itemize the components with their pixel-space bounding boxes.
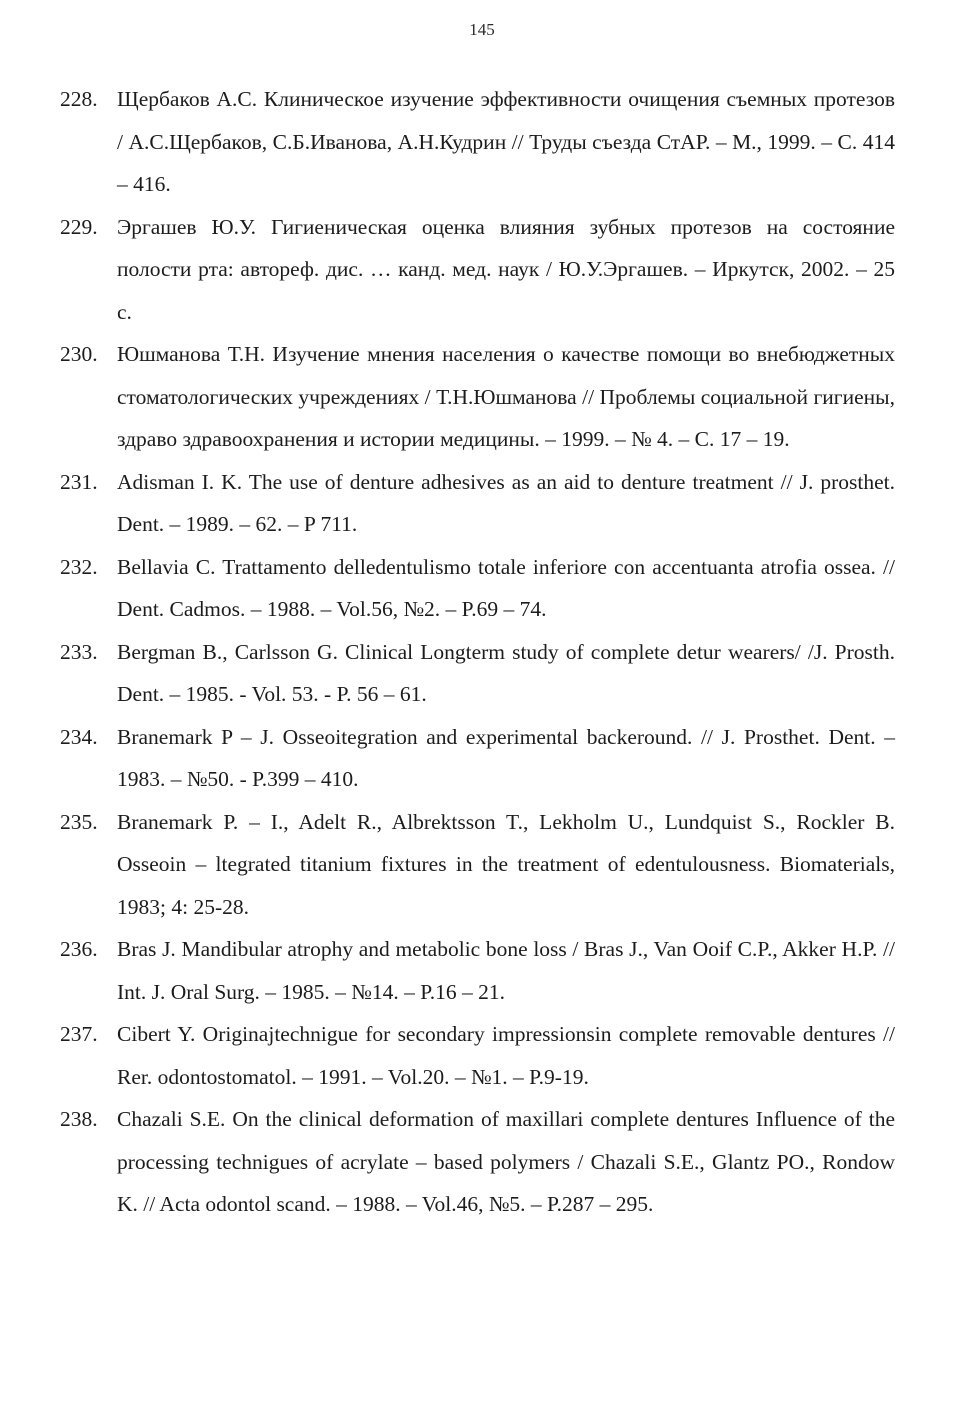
page-number: 145 xyxy=(469,20,495,39)
reference-text: Adisman I. K. The use of denture adhesives as an aid to denture treatment // J. prosthet. Dent. – 1989. – 62. – P 711. xyxy=(117,469,895,536)
reference-text: Bellavia C. Trattamento delledentulismo totale inferiore con accentuanta atrofia ossea. // Dent. Cadmos. – 1988. – Vol.56, №2. – P.69 – 74. xyxy=(117,554,895,621)
reference-number: 228. xyxy=(60,87,98,111)
reference-text: Branemark P. – I., Adelt R., Albrektsson T., Lekholm U., Lundquist S., Rockler B. Osseoin – ltegrated titanium fixtures in the treatment of edentulousness. Biomaterials, 1983; 4: 25-28. xyxy=(117,809,895,919)
reference-number: 234. xyxy=(60,724,98,749)
reference-item xyxy=(60,333,895,461)
reference-number: 233. xyxy=(60,639,98,664)
reference-text: Cibert Y. Originajtechnigue for secondary impressionsin complete removable dentures // Rer. odontostomatol. – 1991. – Vol.20. – №1. – P.9-19. xyxy=(117,1022,895,1089)
reference-item xyxy=(60,801,895,929)
reference-text: Юшманова Т.Н. Изучение мнения населения о качестве помощи во внебюджетных стоматологических учреждениях / Т.Н.Юшманова // Проблемы социальной гигиены, здраво здравоохранения и истории медицины. – 1999. – № 4. – С. 17 – 19. xyxy=(117,342,895,451)
reference-text: Branemark P – J. Osseoitegration and experimental backeround. // J. Prosthet. Dent. – 1983. – №50. - P.399 – 410. xyxy=(117,724,895,791)
reference-list xyxy=(0,78,964,1226)
reference-item xyxy=(60,546,895,631)
reference-number: 237. xyxy=(60,1022,98,1046)
reference-number: 235. xyxy=(60,809,98,834)
reference-number: 232. xyxy=(60,554,98,579)
reference-number: 236. xyxy=(60,937,98,961)
reference-item xyxy=(60,631,895,716)
reference-text: Эргашев Ю.У. Гигиеническая оценка влияния зубных протезов на состояние полости рта: автореф. дис. … канд. мед. наук / Ю.У.Эргашев. – Иркутск, 2002. – 25 с. xyxy=(117,214,895,324)
reference-number: 229. xyxy=(60,214,98,239)
reference-text: Bras J. Mandibular atrophy and metabolic bone loss / Bras J., Van Ooif C.P., Akker H.P. // Int. J. Oral Surg. – 1985. – №14. – P.16 – 21. xyxy=(117,937,895,1004)
reference-item xyxy=(60,1013,895,1098)
reference-item xyxy=(60,78,895,206)
reference-item xyxy=(60,928,895,1013)
reference-item xyxy=(60,206,895,334)
reference-text: Chazali S.E. On the clinical deformation of maxillari complete dentures Influence of the processing technigues of acrylate – based polymers / Chazali S.E., Glantz PO., Rondow K. // Acta odontol scand. – 1988. – Vol.46, №5. – P.287 – 295. xyxy=(117,1107,895,1216)
reference-text: Bergman B., Carlsson G. Clinical Longterm study of complete detur wearers/ /J. Prosth. Dent. – 1985. - Vol. 53. - P. 56 – 61. xyxy=(117,639,895,706)
reference-number: 238. xyxy=(60,1107,98,1131)
reference-item xyxy=(60,716,895,801)
reference-number: 230. xyxy=(60,342,98,366)
reference-item xyxy=(60,461,895,546)
reference-item xyxy=(60,1098,895,1226)
reference-number: 231. xyxy=(60,469,98,494)
reference-text: Щербаков А.С. Клиническое изучение эффективности очищения съемных протезов / А.С.Щербаков, С.Б.Иванова, А.Н.Кудрин // Труды съезда СтАР. – М., 1999. – С. 414 – 416. xyxy=(117,87,895,196)
